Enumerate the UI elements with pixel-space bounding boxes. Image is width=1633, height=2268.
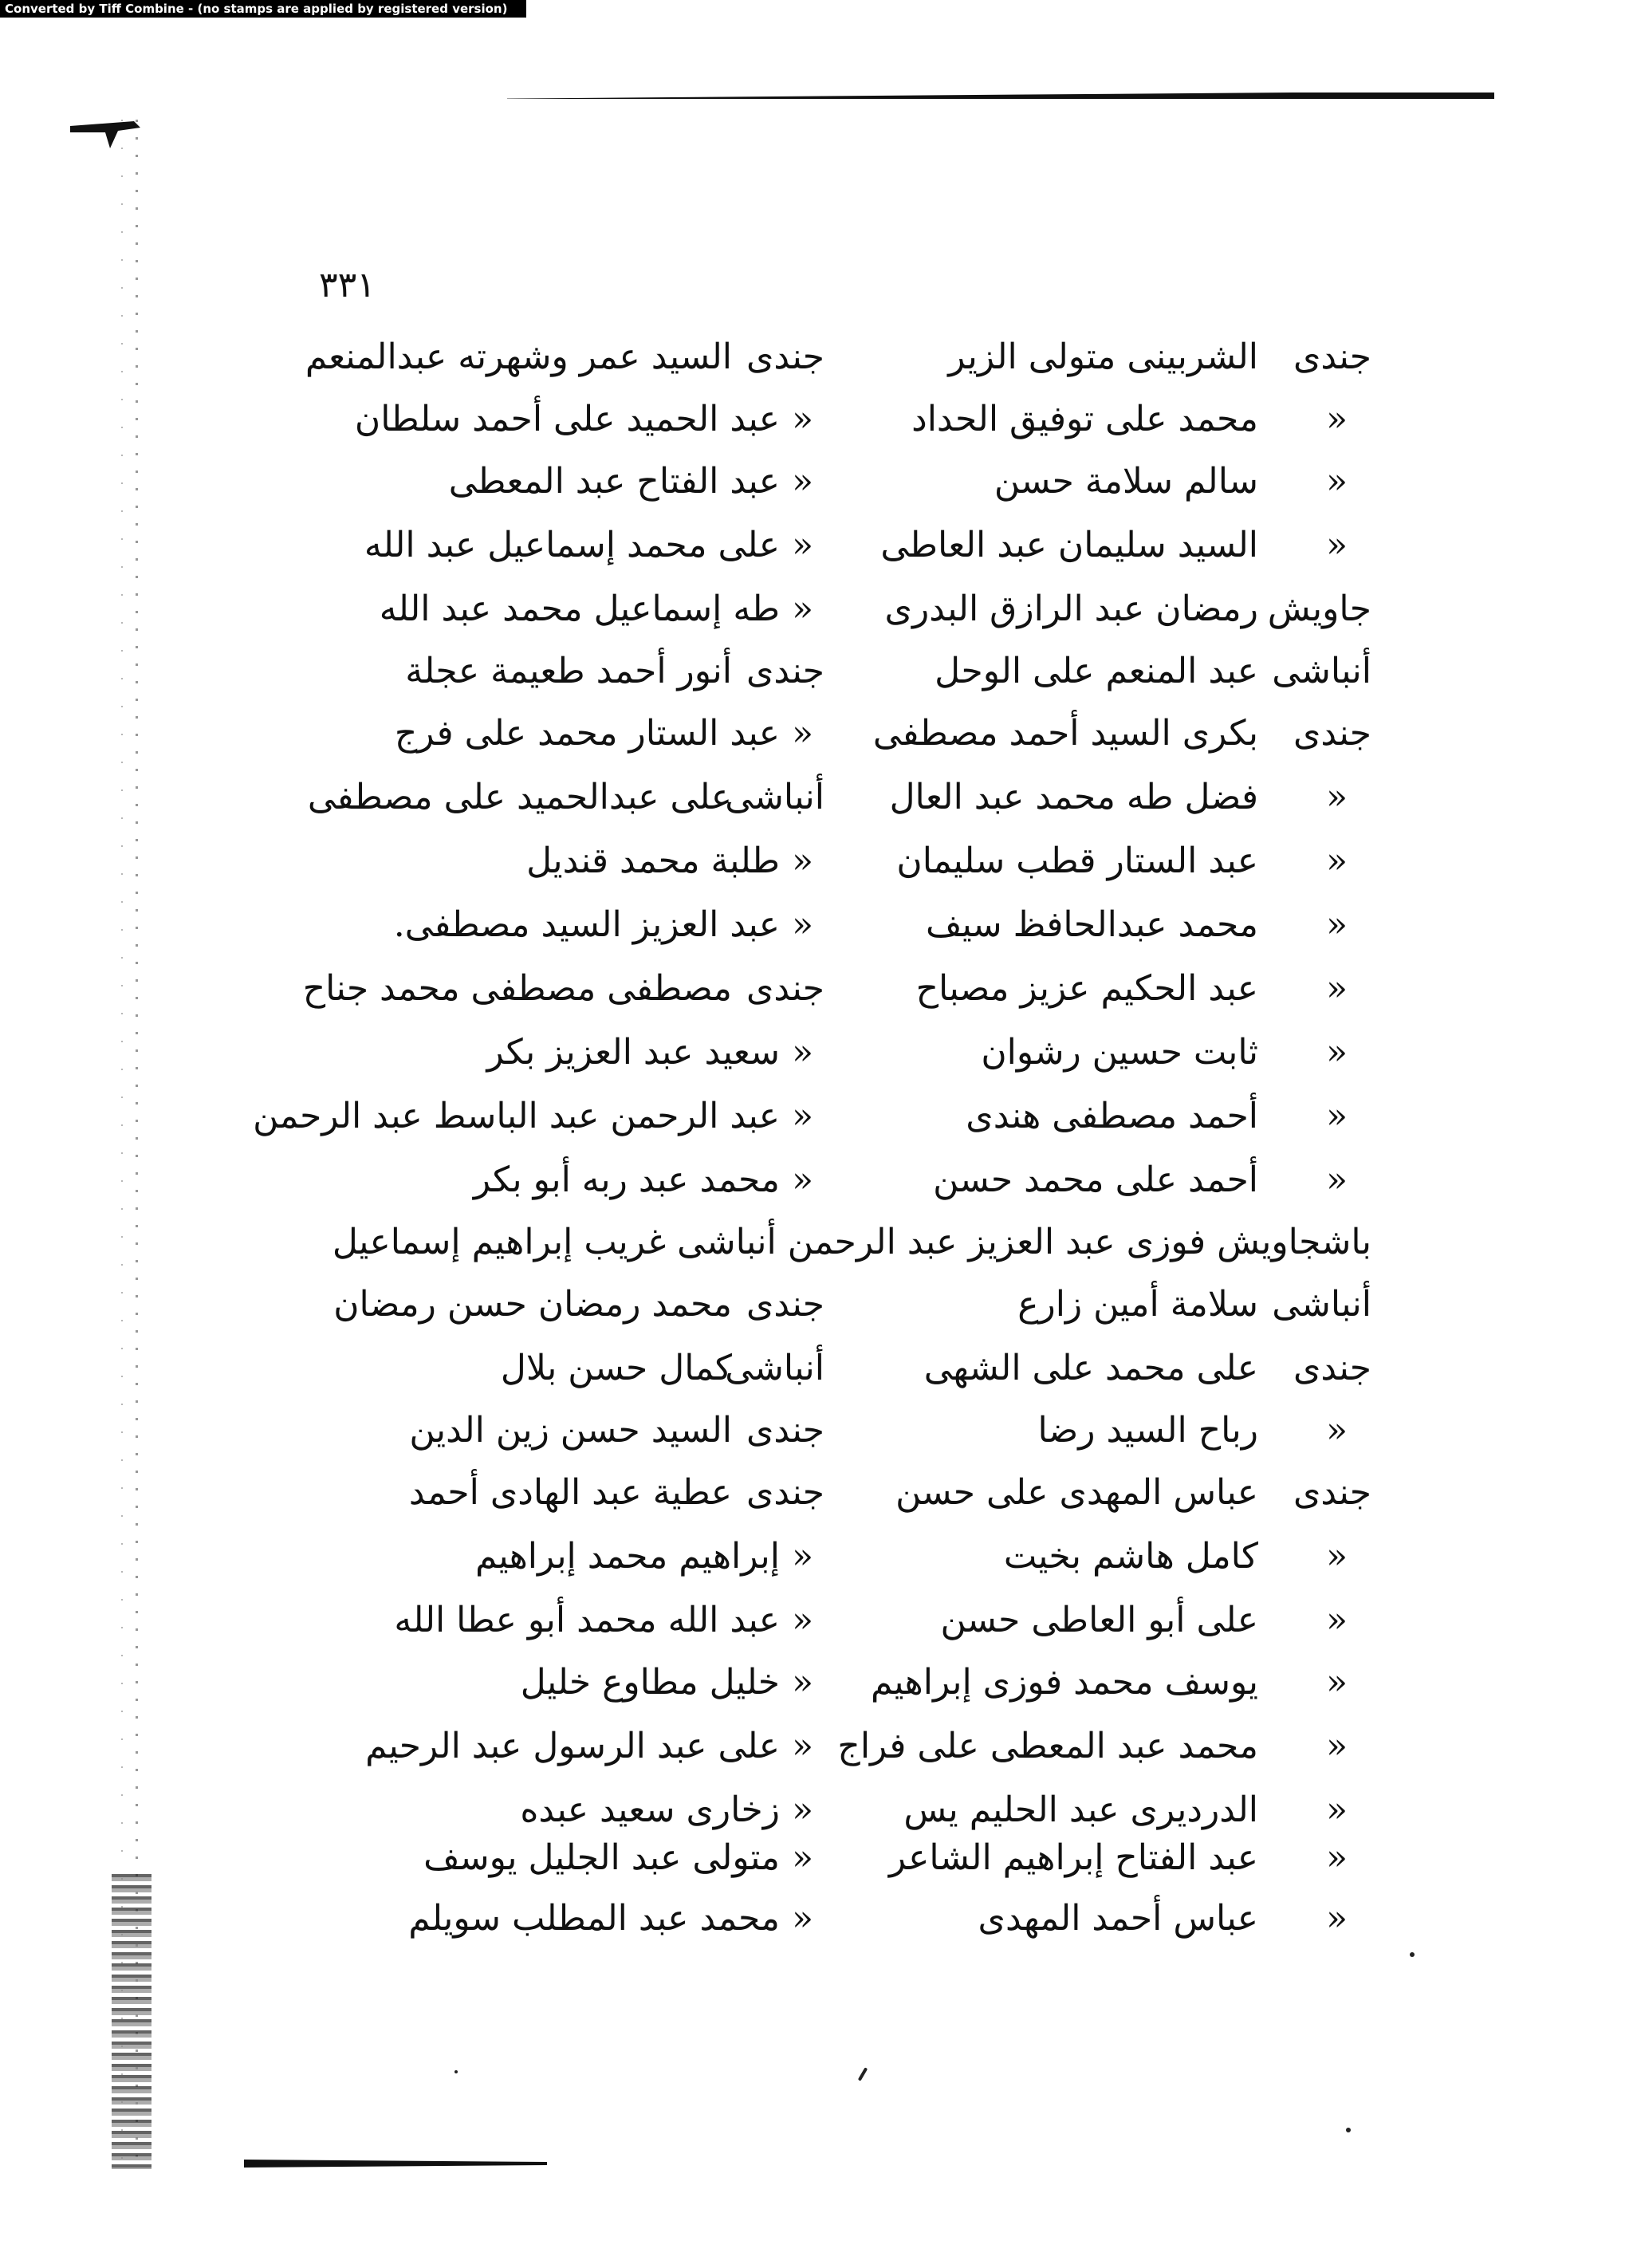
ditto-mark: « bbox=[1326, 968, 1348, 1009]
converter-banner: Converted by Tiff Combine - (no stamps are applied by registered version) bbox=[0, 0, 526, 18]
ditto-mark: « bbox=[1326, 1837, 1348, 1878]
rank-label: جندى bbox=[1293, 713, 1371, 754]
ditto-mark: « bbox=[792, 841, 813, 881]
soldier-name: الدرديرى عبد الحليم يس bbox=[903, 1790, 1258, 1830]
rank-label: أنباشى bbox=[1272, 651, 1371, 691]
soldier-name: على محمد إسماعيل عبد الله bbox=[364, 525, 780, 565]
rank-label: أنباشى bbox=[725, 777, 824, 817]
roster-line bbox=[239, 1219, 1371, 1266]
rank-label: جندى bbox=[746, 1284, 824, 1325]
ditto-mark: « bbox=[1326, 1410, 1348, 1451]
soldier-name: عباس أحمد المهدى bbox=[978, 1898, 1258, 1939]
soldier-name: أنور أحمد طعيمة عجلة bbox=[405, 651, 732, 691]
soldier-name: محمد عبد المطلب سويلم bbox=[408, 1898, 780, 1939]
ditto-mark: « bbox=[792, 1096, 813, 1136]
ditto-mark: « bbox=[792, 713, 813, 754]
ditto-mark: « bbox=[1326, 525, 1348, 565]
roster-line bbox=[239, 965, 1371, 1013]
soldier-name: سعيد عبد العزيز بكر bbox=[486, 1032, 780, 1073]
ditto-mark: « bbox=[792, 461, 813, 502]
scan-speck bbox=[1410, 1952, 1415, 1957]
roster-line bbox=[239, 1786, 1371, 1834]
roster-line bbox=[239, 1281, 1371, 1329]
ditto-mark: « bbox=[1326, 1600, 1348, 1640]
roster-line bbox=[239, 1895, 1371, 1943]
soldier-name: طه إسماعيل محمد عبد الله bbox=[379, 589, 780, 629]
soldier-name: عبد الفتاح إبراهيم الشاعر bbox=[888, 1837, 1258, 1878]
scan-speck bbox=[858, 2067, 868, 2081]
rank-label: أنباشى bbox=[1272, 1284, 1371, 1325]
soldier-name: عبد الستار قطب سليمان bbox=[896, 841, 1258, 881]
ditto-mark: « bbox=[1326, 399, 1348, 439]
soldier-name: على أبو العاطى حسن bbox=[940, 1600, 1258, 1640]
soldier-name: محمد رمضان حسن رمضان bbox=[333, 1284, 732, 1325]
rank-label: أنباشى bbox=[725, 1348, 824, 1388]
ditto-mark: « bbox=[792, 1032, 813, 1073]
soldier-name: خليل مطاوع خليل bbox=[520, 1662, 780, 1703]
roster-line bbox=[239, 1723, 1371, 1770]
roster-line bbox=[239, 1407, 1371, 1455]
roster-line bbox=[239, 1834, 1371, 1882]
soldier-name: عبد الحكيم عزيز مصباح bbox=[915, 968, 1258, 1009]
ditto-mark: « bbox=[792, 1726, 813, 1766]
rank-label: جندى bbox=[746, 968, 824, 1009]
roster-line bbox=[239, 774, 1371, 821]
ditto-mark: « bbox=[1326, 841, 1348, 881]
soldier-name: عطية عبد الهادى أحمد bbox=[408, 1472, 732, 1513]
ditto-mark: « bbox=[1326, 904, 1348, 945]
ditto-mark: « bbox=[1326, 1790, 1348, 1830]
scan-speck bbox=[1346, 2128, 1351, 2132]
roster-line bbox=[239, 1345, 1371, 1392]
ditto-mark: « bbox=[1326, 461, 1348, 502]
ditto-mark: « bbox=[1326, 1898, 1348, 1939]
soldier-name: ثابت حسين رشوان bbox=[981, 1032, 1258, 1073]
roster-line bbox=[239, 710, 1371, 758]
soldier-name: عبد الله محمد أبو عطا الله bbox=[394, 1600, 780, 1640]
ditto-mark: « bbox=[792, 1662, 813, 1703]
roster-line bbox=[239, 648, 1371, 695]
soldier-name: محمد عبد ربه أبو بكر bbox=[473, 1160, 780, 1200]
soldier-name: أحمد على محمد حسن bbox=[933, 1160, 1258, 1200]
ditto-mark: « bbox=[1326, 1160, 1348, 1200]
rank-label: جندى bbox=[746, 651, 824, 691]
ditto-mark: « bbox=[792, 525, 813, 565]
ditto-mark: « bbox=[792, 1160, 813, 1200]
binding-noise bbox=[112, 1874, 151, 2169]
roster-line bbox=[239, 901, 1371, 949]
roster-line bbox=[239, 1659, 1371, 1707]
soldier-name: رباح السيد رضا bbox=[1037, 1410, 1258, 1451]
soldier-name: زخارى سعيد عبده bbox=[520, 1790, 780, 1830]
rank-label: جاويش bbox=[1267, 589, 1371, 629]
soldier-name: السيد حسن زين الدين bbox=[409, 1410, 732, 1451]
ditto-mark: « bbox=[792, 399, 813, 439]
soldier-name: على عبدالحميد على مصطفى bbox=[307, 777, 732, 817]
roster-line bbox=[239, 333, 1371, 381]
soldier-name: عبد الرحمن عبد الباسط عبد الرحمن bbox=[253, 1096, 780, 1136]
ditto-mark: « bbox=[1326, 1536, 1348, 1577]
ditto-mark: « bbox=[792, 1790, 813, 1830]
soldier-name: كمال حسن بلال bbox=[500, 1348, 732, 1388]
rank-label: جندى bbox=[746, 1472, 824, 1513]
rank-label: جندى bbox=[746, 1410, 824, 1451]
soldier-name: سالم سلامة حسن bbox=[994, 461, 1258, 502]
rank-label: جندى bbox=[1293, 1348, 1371, 1388]
soldier-name: متولى عبد الجليل يوسف bbox=[423, 1837, 780, 1878]
ditto-mark: « bbox=[792, 1837, 813, 1878]
ditto-mark: « bbox=[792, 1600, 813, 1640]
soldier-name: كامل هاشم بخيت bbox=[1003, 1536, 1258, 1577]
soldier-name: الشربينى متولى الزير bbox=[948, 337, 1258, 377]
soldier-name: عبد المنعم على الوحل bbox=[935, 651, 1258, 691]
roster-line bbox=[239, 1093, 1371, 1140]
roster-full-line: باشجاويش فوزى عبد العزيز عبد الرحمن أنباشى غريب إبراهيم إسماعيل bbox=[332, 1222, 1371, 1262]
soldier-name: محمد عبدالحافظ سيف bbox=[925, 904, 1258, 945]
soldier-name: عبد الفتاح عبد المعطى bbox=[448, 461, 780, 502]
soldier-name: مصطفى مصطفى محمد جناح bbox=[302, 968, 732, 1009]
soldier-name: السيد عمر وشهرته عبدالمنعم bbox=[305, 337, 732, 377]
ditto-mark: « bbox=[792, 1536, 813, 1577]
rank-label: جندى bbox=[1293, 337, 1371, 377]
soldier-name: سلامة أمين زارع bbox=[1017, 1284, 1258, 1325]
rank-label: جندى bbox=[746, 337, 824, 377]
soldier-name: طلبة محمد قنديل bbox=[526, 841, 780, 881]
top-rule-line bbox=[507, 91, 1494, 100]
rank-label: جندى bbox=[1293, 1472, 1371, 1513]
roster-line bbox=[239, 458, 1371, 506]
roster-line bbox=[239, 396, 1371, 443]
ditto-mark: « bbox=[1326, 1662, 1348, 1703]
soldier-name: فضل طه محمد عبد العال bbox=[889, 777, 1258, 817]
soldier-name: إبراهيم محمد إبراهيم bbox=[475, 1536, 780, 1577]
soldier-name: عباس المهدى على حسن bbox=[895, 1472, 1258, 1513]
ditto-mark: « bbox=[792, 589, 813, 629]
soldier-name: عبد العزيز السيد مصطفى. bbox=[393, 904, 780, 945]
soldier-name: على محمد على الشهى bbox=[923, 1348, 1258, 1388]
roster-line bbox=[239, 1597, 1371, 1644]
roster-line bbox=[239, 585, 1371, 633]
roster-line bbox=[239, 837, 1371, 885]
soldier-name: السيد سليمان عبد العاطى bbox=[880, 525, 1258, 565]
soldier-name: على عبد الرسول عبد الرحيم bbox=[365, 1726, 780, 1766]
soldier-name: يوسف محمد فوزى إبراهيم bbox=[870, 1662, 1258, 1703]
ditto-mark: « bbox=[792, 1898, 813, 1939]
soldier-name: محمد عبد المعطى على فراج bbox=[837, 1726, 1258, 1766]
ditto-mark: « bbox=[1326, 1032, 1348, 1073]
page-number: ٣٣١ bbox=[319, 265, 376, 305]
roster-line bbox=[239, 1469, 1371, 1517]
roster-line bbox=[239, 522, 1371, 569]
bottom-rule-line bbox=[244, 2160, 547, 2168]
ditto-mark: « bbox=[792, 904, 813, 945]
scan-speck bbox=[454, 2070, 458, 2073]
soldier-name: بكرى السيد أحمد مصطفى bbox=[872, 713, 1258, 754]
roster-line bbox=[239, 1533, 1371, 1581]
binding-margin bbox=[104, 120, 151, 2161]
soldier-name: رمضان عبد الرازق البدرى bbox=[884, 589, 1258, 629]
roster-line bbox=[239, 1029, 1371, 1077]
soldier-name: محمد على توفيق الحداد bbox=[911, 399, 1258, 439]
soldier-name: عبد الحميد على أحمد سلطان bbox=[354, 399, 780, 439]
soldier-name: أحمد مصطفى هندى bbox=[966, 1096, 1258, 1136]
soldier-name: عبد الستار محمد على فرج bbox=[394, 713, 780, 754]
ditto-mark: « bbox=[1326, 777, 1348, 817]
ditto-mark: « bbox=[1326, 1096, 1348, 1136]
ditto-mark: « bbox=[1326, 1726, 1348, 1766]
roster-line bbox=[239, 1156, 1371, 1204]
